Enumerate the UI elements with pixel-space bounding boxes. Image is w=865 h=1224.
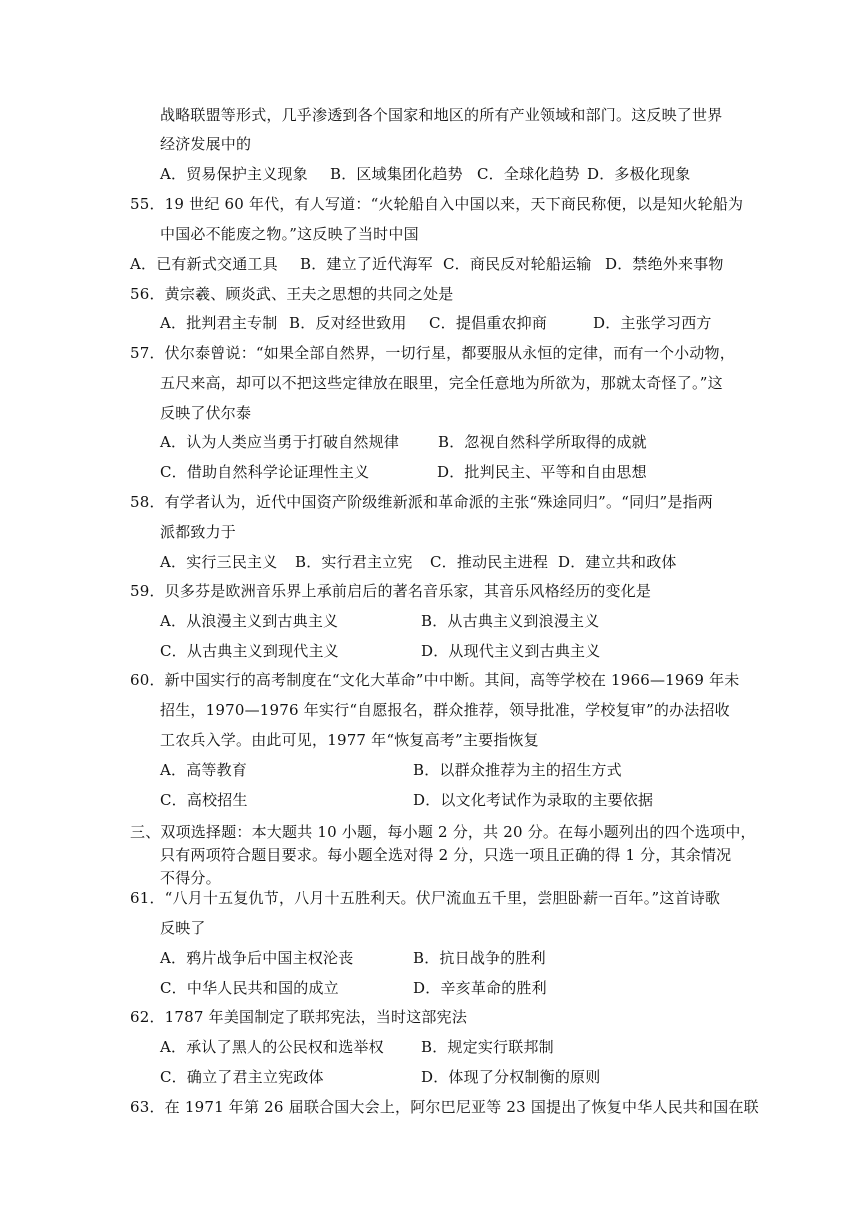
q58-option-b: B．实行君主立宪 <box>295 553 413 571</box>
q57-stem-line3: 反映了伏尔泰 <box>160 404 252 422</box>
q55-option-a: A．已有新式交通工具 <box>130 255 278 273</box>
q61-stem-line2: 反映了 <box>160 919 206 937</box>
q56-option-c: C．提倡重农抑商 <box>429 314 548 332</box>
q57-option-a: A．认为人类应当勇于打破自然规律 <box>160 433 400 451</box>
q58-option-c: C．推动民主进程 <box>430 553 549 571</box>
q57-stem-line2: 五尺来高，却可以不把这些定律放在眼里，完全任意地为所欲为，那就太奇怪了。”这 <box>160 374 723 392</box>
section3-heading-line2: 只有两项符合题目要求。每小题全选对得 2 分，只选一项且正确的得 1 分，其余情况 <box>160 846 732 864</box>
q63-stem-line1: 63．在 1971 年第 26 届联合国大会上，阿尔巴尼亚等 23 国提出了恢复中华人民共和国在联 <box>130 1098 759 1116</box>
q59-option-b: B．从古典主义到浪漫主义 <box>421 612 600 630</box>
q58-stem-line2: 派都致力于 <box>160 523 237 541</box>
q62-option-a: A．承认了黑人的公民权和选举权 <box>160 1038 384 1056</box>
q61-option-d: D．辛亥革命的胜利 <box>413 979 547 997</box>
q57-option-b: B．忽视自然科学所取得的成就 <box>438 433 647 451</box>
q59-stem-line1: 59．贝多芬是欧洲音乐界上承前启后的著名音乐家，其音乐风格经历的变化是 <box>130 582 652 600</box>
section3-heading-line1: 三、双项选择题：本大题共 10 小题，每小题 2 分，共 20 分。在每小题列出的四个选项中， <box>130 823 756 841</box>
q60-stem-line2: 招生，1970—1976 年实行“自愿报名，群众推荐，领导批准，学校复审”的办法招收 <box>160 701 730 719</box>
q57-stem-line1: 57．伏尔泰曾说：“如果全部自然界，一切行星，都要服从永恒的定律，而有一个小动物， <box>130 344 735 362</box>
q56-option-b: B．反对经世致用 <box>289 314 407 332</box>
q54-option-d: D．多极化现象 <box>587 165 691 183</box>
q62-stem-line1: 62．1787 年美国制定了联邦宪法，当时这部宪法 <box>130 1008 468 1026</box>
q55-option-b: B．建立了近代海军 <box>300 255 433 273</box>
q57-option-c: C．借助自然科学论证理性主义 <box>160 463 370 481</box>
q55-option-c: C．商民反对轮船运输 <box>443 255 592 273</box>
q58-option-a: A．实行三民主义 <box>160 553 278 571</box>
q60-option-d: D．以文化考试作为录取的主要依据 <box>413 791 654 809</box>
q60-option-a: A．高等教育 <box>160 761 248 779</box>
q62-option-b: B．规定实行联邦制 <box>421 1038 554 1056</box>
q56-option-a: A．批判君主专制 <box>160 314 278 332</box>
q62-option-d: D．体现了分权制衡的原则 <box>421 1068 601 1086</box>
q59-option-a: A．从浪漫主义到古典主义 <box>160 612 339 630</box>
q60-stem-line1: 60．新中国实行的高考制度在“文化大革命”中中断。其间，高等学校在 1966—1969 年未 <box>130 671 740 689</box>
q58-stem-line1: 58．有学者认为，近代中国资产阶级维新派和革命派的主张“殊途同归”。“同归”是指两 <box>130 493 713 511</box>
q55-option-d: D．禁绝外来事物 <box>605 255 724 273</box>
section3-heading-line3: 不得分。 <box>160 869 221 887</box>
q59-option-c: C．从古典主义到现代主义 <box>160 642 339 660</box>
q55-stem-line2: 中国必不能废之物。”这反映了当时中国 <box>160 225 419 243</box>
q62-option-c: C．确立了君主立宪政体 <box>160 1068 324 1086</box>
q54-option-a: A．贸易保护主义现象 <box>160 165 308 183</box>
q59-option-d: D．从现代主义到古典主义 <box>421 642 601 660</box>
q56-option-d: D．主张学习西方 <box>593 314 712 332</box>
q56-stem-line1: 56．黄宗羲、顾炎武、王夫之思想的共同之处是 <box>130 285 454 303</box>
q61-stem-line1: 61．“八月十五复仇节，八月十五胜利天。伏尸流血五千里，尝胆卧薪一百年。”这首诗歌 <box>130 889 721 907</box>
q57-option-d: D．批判民主、平等和自由思想 <box>437 463 647 481</box>
q58-option-d: D．建立共和政体 <box>558 553 677 571</box>
q54-continuation-line2: 经济发展中的 <box>160 135 252 153</box>
q60-stem-line3: 工农兵入学。由此可见，1977 年“恢复高考”主要指恢复 <box>160 731 539 749</box>
q60-option-c: C．高校招生 <box>160 791 248 809</box>
q61-option-c: C．中华人民共和国的成立 <box>160 979 339 997</box>
q54-option-b: B．区域集团化趋势 <box>330 165 463 183</box>
q54-option-c: C．全球化趋势 <box>477 165 580 183</box>
q61-option-b: B．抗日战争的胜利 <box>413 949 546 967</box>
q55-stem-line1: 55．19 世纪 60 年代，有人写道：“火轮船自入中国以来，天下商民称便，以是知火轮船为 <box>130 195 744 213</box>
q60-option-b: B．以群众推荐为主的招生方式 <box>413 761 622 779</box>
q54-continuation-line1: 战略联盟等形式，几乎渗透到各个国家和地区的所有产业领域和部门。这反映了世界 <box>160 106 723 124</box>
q61-option-a: A．鸦片战争后中国主权沦丧 <box>160 949 354 967</box>
